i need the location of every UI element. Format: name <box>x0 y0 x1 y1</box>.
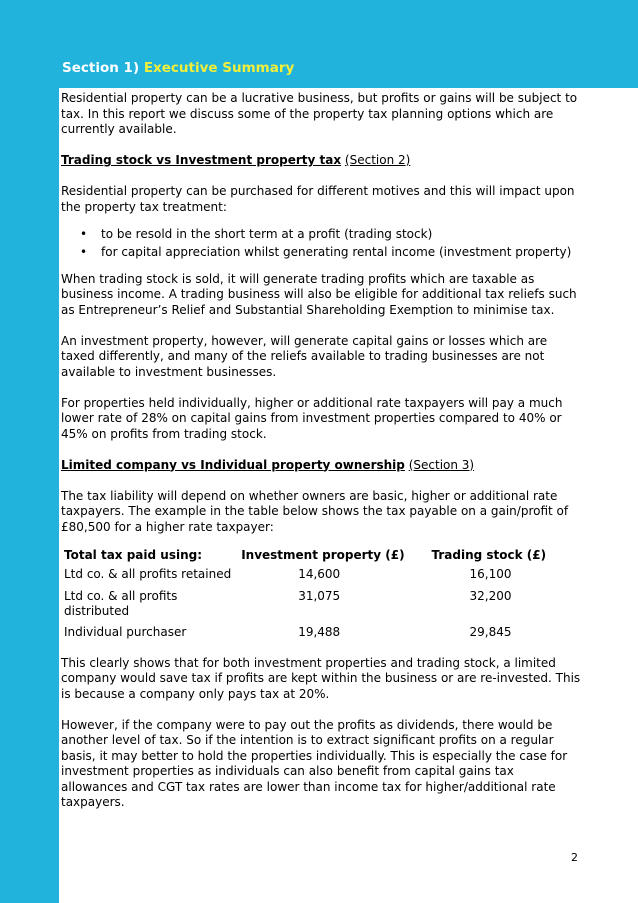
trading-subheading <box>61 153 581 169</box>
investment-value: 19,488 <box>298 624 341 639</box>
section-heading <box>62 60 294 76</box>
column-header: Investment property (£) <box>241 547 405 562</box>
left-accent-bar <box>0 0 59 903</box>
page-content <box>61 91 581 826</box>
row-label: Ltd co. & all profits distributed <box>64 588 178 618</box>
intro-paragraph: Residential property can be a lucrative business, but profits or gains will be subject to tax. In this report we discuss some of the property tax planning options which are currently available. <box>61 91 578 136</box>
section-heading-title: Executive Summary <box>143 60 295 76</box>
motive-list <box>61 225 581 261</box>
ownership-section-ref: (Section 3) <box>408 457 475 472</box>
table-header-row <box>61 544 581 566</box>
ownership-paragraph-3: However, if the company were to pay out the profits as dividends, there would be another level of tax. So if the intention is to extract significant profits on a regular basis, it may better to hold the properties individually. This is especially the case for investment properties as individuals can also benefit from capital gains tax allowances and CGT tax rates are lower than income tax for higher/additional rate taxpayers. <box>61 717 568 809</box>
trading-value: 16,100 <box>469 566 512 581</box>
trading-value: 32,200 <box>469 588 512 603</box>
trading-paragraph-4: For properties held individually, higher or additional rate taxpayers will pay a much lower rate of 28% on capital gains from investment properties compared to 40% or 45% on profits from trading stock. <box>61 395 563 441</box>
trading-subheading-title: Trading stock vs Investment property tax <box>61 153 342 167</box>
row-label: Ltd co. & all profits retained <box>64 566 232 581</box>
trading-paragraph-3: An investment property, however, will generate capital gains or losses which are taxed differently, and many of the reliefs available to trading businesses are not available to investment businesses. <box>61 333 548 379</box>
ownership-paragraph-2: This clearly shows that for both investment properties and trading stock, a limited company would save tax if profits are kept within the business or are re-invested. This is because a company only pays tax at 20%. <box>61 655 581 701</box>
table-row <box>61 588 581 624</box>
ownership-paragraph-1: The tax liability will depend on whether owners are basic, higher or additional rate taxpayers. The example in the table below shows the tax payable on a gain/profit of £80,500 for a higher rate taxpayer: <box>61 488 569 534</box>
table-row <box>61 624 581 646</box>
column-header: Trading stock (£) <box>431 547 547 562</box>
ownership-subheading-title: Limited company vs Individual property ownership <box>61 457 405 472</box>
ownership-subheading <box>61 458 581 474</box>
trading-value: 29,845 <box>469 624 512 639</box>
trading-section-ref: (Section 2) <box>344 153 411 167</box>
investment-value: 14,600 <box>298 566 341 581</box>
trading-paragraph-2: When trading stock is sold, it will generate trading profits which are taxable as business income. A trading business will also be eligible for additional tax reliefs such as Entrepreneur’s Relief and Substantial Shareholding Exemption to minimise tax. <box>61 271 577 317</box>
list-item: • for capital appreciation whilst generating rental income (investment property) <box>61 243 581 261</box>
list-item: • to be resold in the short term at a profit (trading stock) <box>61 225 581 243</box>
row-label: Individual purchaser <box>64 624 187 639</box>
table-row <box>61 566 581 588</box>
trading-paragraph-1: Residential property can be purchased for different motives and this will impact upon the property tax treatment: <box>61 184 575 214</box>
investment-value: 31,075 <box>298 588 341 603</box>
tax-comparison-table <box>61 544 581 646</box>
section-heading-prefix: Section 1) <box>62 60 140 76</box>
column-header: Total tax paid using: <box>64 547 203 562</box>
page-number: 2 <box>571 851 578 864</box>
